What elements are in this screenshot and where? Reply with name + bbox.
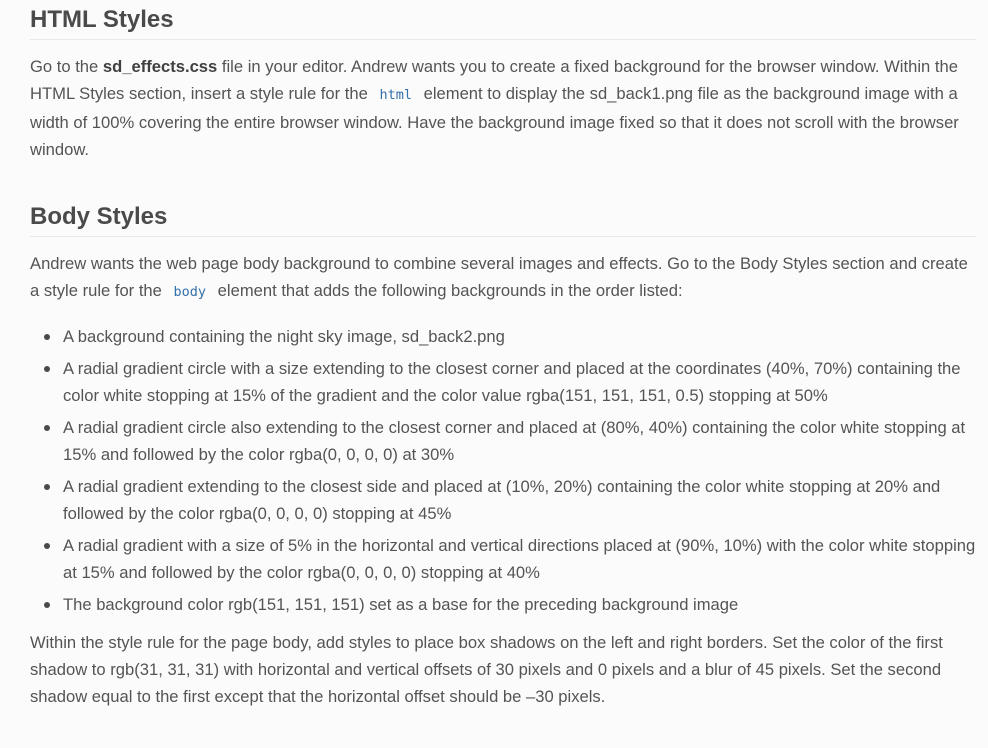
- css-file-name: sd_effects.css: [102, 57, 218, 76]
- text-segment: Andrew wants the web page body background to combine several images and effects. Go to the Body Styles section and create a style rule for the: [30, 254, 968, 300]
- text-segment: element to display the sd_back1.png file as the background image with a width of 100% covering the entire browser window. Have the background image fixed so that it does not scroll with the browser window.: [30, 84, 959, 159]
- text-segment: element that adds the following backgrounds in the order listed:: [217, 281, 683, 300]
- html-styles-heading: HTML Styles: [30, 5, 976, 40]
- list-item: A radial gradient circle with a size extending to the closest corner and placed at the coordinates (40%, 70%) containing the color white stopping at 15% of the gradient and the color value rgba(151, 151, 151, 0.5) stopping at 50%: [63, 355, 976, 409]
- text-segment: file in your editor. Andrew wants you to create a fixed background for the browser window. Within the HTML Styles section, insert a style rule for the: [30, 57, 958, 103]
- list-item: A background containing the night sky image, sd_back2.png: [63, 323, 976, 350]
- html-element-code: html: [379, 87, 412, 103]
- background-list: [30, 323, 976, 618]
- text-segment: Go to the: [30, 57, 103, 76]
- body-styles-heading: Body Styles: [30, 202, 976, 237]
- list-item: A radial gradient with a size of 5% in the horizontal and vertical directions placed at (90%, 10%) with the color white stopping at 15% and followed by the color rgba(0, 0, 0, 0) stopping at 40%: [63, 532, 976, 586]
- body-styles-intro: [30, 250, 976, 306]
- body-element-code: body: [173, 284, 207, 300]
- list-item: A radial gradient circle also extending to the closest corner and placed at (80%, 40%) containing the color white stopping at 15% and followed by the color rgba(0, 0, 0, 0) at 30%: [63, 414, 976, 468]
- instructions-content: [30, 0, 976, 710]
- list-item: A radial gradient extending to the closest side and placed at (10%, 20%) containing the color white stopping at 20% and followed by the color rgba(0, 0, 0, 0) stopping at 45%: [63, 473, 976, 527]
- html-styles-paragraph: [30, 53, 976, 163]
- list-item: The background color rgb(151, 151, 151) set as a base for the preceding background image: [63, 591, 976, 618]
- box-shadow-paragraph: Within the style rule for the page body, add styles to place box shadows on the left and right borders. Set the color of the first shadow to rgb(31, 31, 31) with horizontal and vertical offsets of 30 pixels and 0 pixels and a blur of 45 pixels. Set the second shadow equal to the first except that the horizontal offset should be –30 pixels.: [30, 633, 943, 706]
